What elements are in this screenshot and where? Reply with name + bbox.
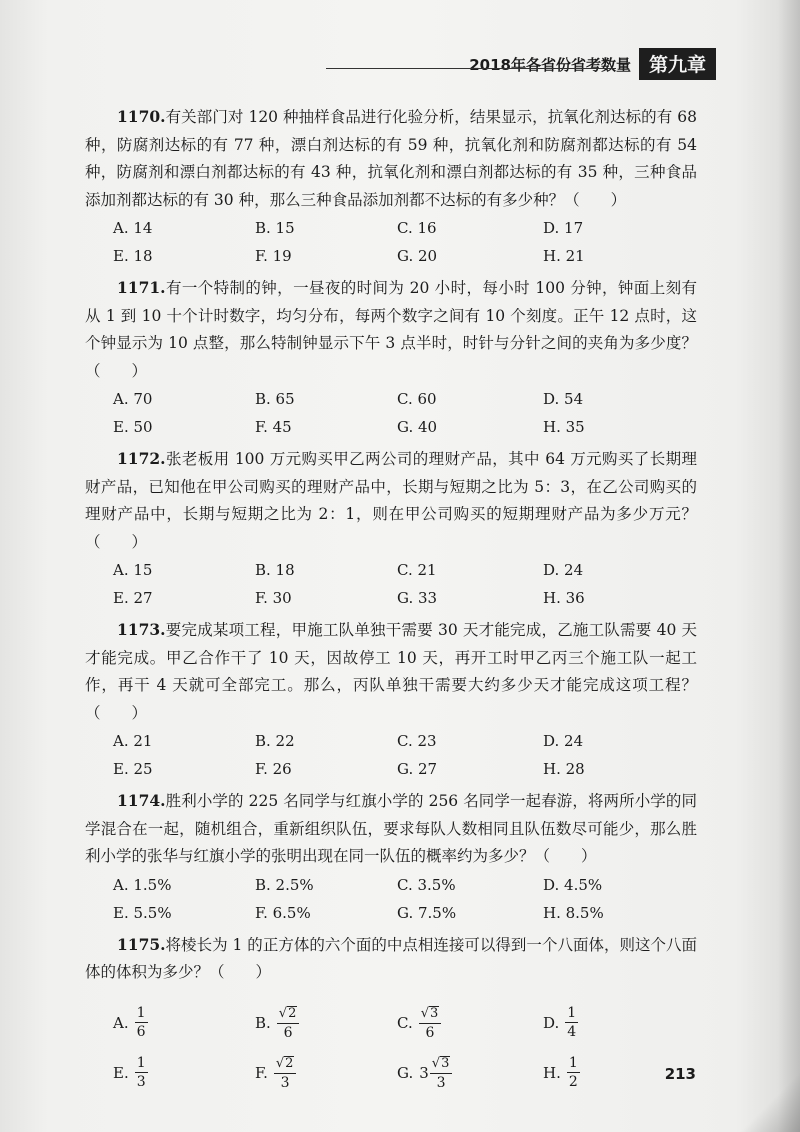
option-label: C. — [397, 1013, 413, 1032]
radicand: 2 — [285, 1055, 294, 1071]
question-text: 胜利小学的 225 名同学与红旗小学的 256 名同学一起春游，将两所小学的同学混合在一起，随机组合，重新组织队伍，要求每队人数相同且队伍数尽可能少，那么胜利小学的张华与红旗小学的张明出现在同一队伍的概率约为多少？（ ） — [85, 792, 697, 865]
question-stem — [85, 787, 697, 871]
square-root — [421, 1006, 440, 1022]
option-label: D. — [543, 1013, 560, 1032]
running-header — [469, 48, 716, 80]
radical-sign-icon: √ — [420, 1005, 430, 1021]
option-label: A. — [113, 1013, 129, 1032]
page-edge-shadow — [778, 0, 800, 1132]
option-label: E. — [113, 1063, 129, 1082]
option-g: G. 7.5% — [397, 903, 457, 922]
option-e: E. 27 — [113, 589, 153, 607]
fraction — [430, 1055, 453, 1091]
fraction-denominator: 4 — [567, 1024, 577, 1040]
option-label: F. — [255, 1063, 268, 1082]
option-h: H. 35 — [543, 418, 585, 436]
question-text: 将棱长为 1 的正方体的六个面的中点相连接可以得到一个八面体，则这个八面体的体积为多少？（ ） — [85, 935, 697, 981]
question-text: 要完成某项工程，甲施工队单独干需要 30 天才能完成，乙施工队需要 40 天才能完成。甲乙合作干了 10 天，因故停工 10 天，再开工时甲乙丙三个施工队一起工作，再干 4 天就可全部完工。那么，丙队单独干需要大约多少天才能完成这项工程？（ ） — [85, 621, 697, 722]
answer-options — [85, 871, 697, 927]
question-number: 1172. — [117, 449, 166, 468]
option-d: D. 24 — [543, 732, 584, 750]
option-c: C. 60 — [397, 390, 437, 408]
question-text: 张老板用 100 万元购买甲乙两公司的理财产品，其中 64 万元购买了长期理财产品，已知他在甲公司购买的理财产品中，长期与短期之比为 5：3，在乙公司购买的理财产品中，长期与短期之比为 2：1，则在甲公司购买的短期理财产品为多少万元？（ ） — [85, 450, 697, 551]
option-e: E. 18 — [113, 247, 153, 265]
square-root — [276, 1056, 295, 1072]
option-a: A. 70 — [113, 390, 153, 408]
question-stem — [85, 445, 697, 556]
answer-options — [85, 385, 697, 441]
question-text: 有一个特制的钟，一昼夜的时间为 20 小时，每小时 100 分钟，钟面上刻有从 1 到 10 十个计时数字，均匀分布，每两个数字之间有 10 个刻度。正午 12 点时，这个钟显示为 10 点整，那么特制钟显示下午 3 点半时，时针与分针之间的夹角为多少度？（ ） — [85, 279, 697, 380]
fraction-denominator: 6 — [283, 1024, 293, 1041]
fraction — [277, 1005, 300, 1041]
radicand: 3 — [441, 1055, 450, 1071]
square-root — [432, 1056, 451, 1072]
option-h: H. 21 — [543, 247, 585, 265]
answer-options — [85, 727, 697, 783]
fraction — [567, 1055, 580, 1090]
fraction — [274, 1055, 297, 1091]
question-number: 1173. — [117, 620, 166, 639]
square-root — [279, 1006, 298, 1022]
option-g: G. 40 — [397, 418, 438, 436]
option-e: E. 50 — [113, 418, 153, 436]
option-e: E. 25 — [113, 760, 153, 778]
option-e: E. 5.5% — [113, 903, 172, 922]
question-1175 — [85, 931, 697, 1091]
option-f: F. 6.5% — [255, 903, 311, 922]
question-1173 — [85, 616, 697, 783]
header-rule — [326, 68, 616, 69]
option-a: A. 14 — [113, 219, 153, 237]
question-number: 1174. — [117, 791, 166, 810]
header-title: 2018年各省份省考数量 — [469, 55, 631, 74]
option-h — [543, 1055, 685, 1091]
option-a: A. 15 — [113, 561, 153, 579]
answer-options — [85, 214, 697, 270]
fraction-numerator — [419, 1005, 442, 1024]
option-f: F. 30 — [255, 589, 292, 607]
page-corner-shadow — [740, 1072, 800, 1132]
fraction-numerator: 1 — [567, 1005, 577, 1021]
fraction — [135, 1055, 148, 1090]
option-c: C. 23 — [397, 732, 437, 750]
option-f: F. 45 — [255, 418, 292, 436]
coefficient: 3 — [419, 1063, 429, 1082]
radical-sign-icon: √ — [431, 1055, 441, 1071]
question-stem — [85, 274, 697, 385]
fraction — [419, 1005, 442, 1041]
option-d: D. 24 — [543, 561, 584, 579]
fraction-numerator: 1 — [136, 1055, 146, 1071]
option-f: F. 26 — [255, 760, 292, 778]
fraction-numerator: 1 — [136, 1005, 146, 1021]
option-d: D. 54 — [543, 390, 584, 408]
option-d: D. 4.5% — [543, 875, 603, 894]
fraction-numerator — [274, 1055, 297, 1074]
option-a — [113, 1005, 255, 1041]
option-f: F. 19 — [255, 247, 292, 265]
radical-sign-icon: √ — [275, 1055, 285, 1071]
question-stem — [85, 616, 697, 727]
fraction-denominator: 2 — [568, 1074, 578, 1090]
option-c — [397, 1005, 543, 1041]
option-b: B. 18 — [255, 561, 295, 579]
question-1174 — [85, 787, 697, 927]
option-g: G. 27 — [397, 760, 438, 778]
question-list — [85, 103, 697, 1095]
option-h: H. 28 — [543, 760, 585, 778]
question-number: 1171. — [117, 278, 166, 297]
option-c: C. 21 — [397, 561, 437, 579]
question-stem — [85, 103, 697, 214]
question-number: 1175. — [117, 934, 166, 954]
option-b: B. 22 — [255, 732, 295, 750]
fraction-numerator — [277, 1005, 300, 1024]
option-c: C. 3.5% — [397, 875, 456, 894]
answer-options — [85, 1005, 697, 1091]
option-c: C. 16 — [397, 219, 437, 237]
fraction-denominator: 6 — [136, 1024, 146, 1040]
fraction-denominator: 3 — [136, 1074, 146, 1090]
option-d — [543, 1005, 685, 1041]
option-g — [397, 1055, 543, 1091]
question-1171 — [85, 274, 697, 441]
question-1172 — [85, 445, 697, 612]
fraction-numerator — [430, 1055, 453, 1074]
option-label: B. — [255, 1013, 271, 1032]
option-d: D. 17 — [543, 219, 584, 237]
page-number: 213 — [664, 1065, 696, 1083]
option-label: G. — [397, 1063, 414, 1082]
option-a: A. 1.5% — [113, 875, 172, 894]
option-f — [255, 1055, 397, 1091]
option-b: B. 2.5% — [255, 875, 314, 894]
option-b: B. 65 — [255, 390, 295, 408]
fraction — [565, 1005, 578, 1040]
option-a: A. 21 — [113, 732, 153, 750]
question-stem — [85, 931, 697, 987]
option-g: G. 33 — [397, 589, 438, 607]
question-number: 1170. — [117, 107, 166, 126]
radical-sign-icon: √ — [278, 1005, 288, 1021]
option-h: H. 8.5% — [543, 903, 604, 922]
radicand: 3 — [430, 1005, 439, 1021]
fraction-denominator: 6 — [425, 1024, 435, 1041]
option-b: B. 15 — [255, 219, 295, 237]
fraction-numerator: 1 — [568, 1055, 578, 1071]
option-e — [113, 1055, 255, 1091]
option-g: G. 20 — [397, 247, 438, 265]
question-1170 — [85, 103, 697, 270]
option-label: H. — [543, 1063, 561, 1082]
answer-options — [85, 556, 697, 612]
fraction — [135, 1005, 148, 1040]
fraction-denominator: 3 — [436, 1074, 446, 1091]
chapter-label: 第九章 — [639, 48, 716, 80]
question-text: 有关部门对 120 种抽样食品进行化验分析，结果显示，抗氧化剂达标的有 68 种，防腐剂达标的有 77 种，漂白剂达标的有 59 种，抗氧化剂和防腐剂都达标的有 54 种，防腐剂和漂白剂都达标的有 43 种，抗氧化剂和漂白剂都达标的有 35 种，三种食品添加剂都达标的有 30 种，那么三种食品添加剂都不达标的有多少种？（ ） — [85, 108, 697, 209]
option-b — [255, 1005, 397, 1041]
radicand: 2 — [288, 1005, 297, 1021]
fraction-denominator: 3 — [280, 1074, 290, 1091]
option-h: H. 36 — [543, 589, 585, 607]
